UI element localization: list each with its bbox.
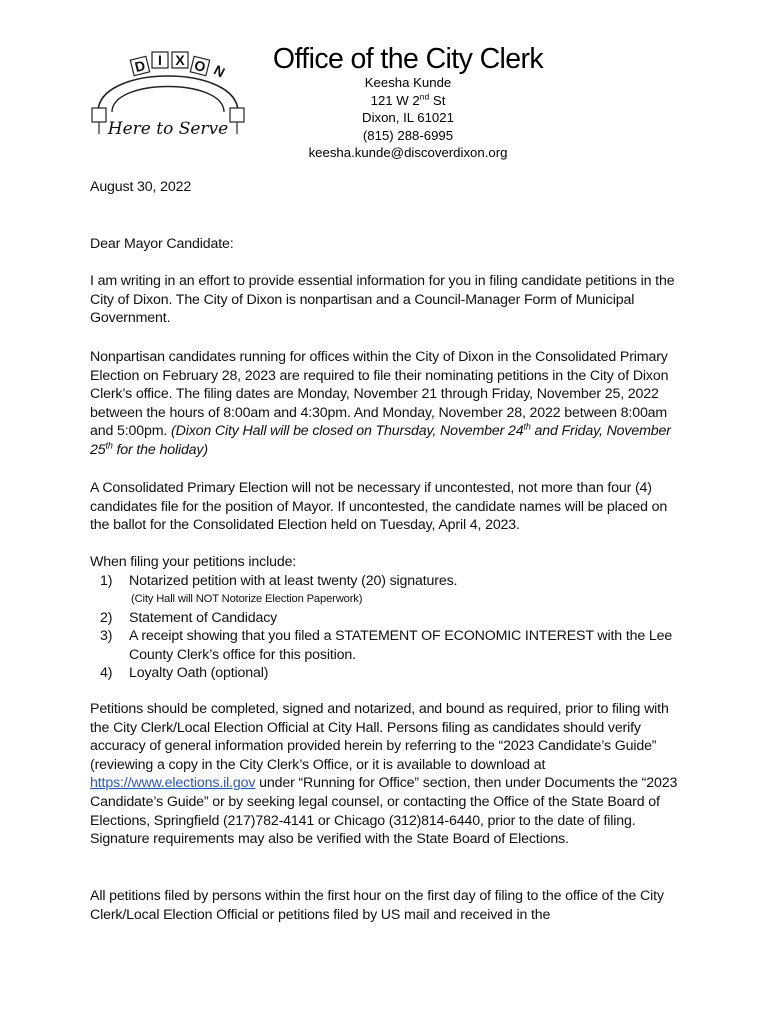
phone-number: (815) 288-6995 [362, 127, 454, 143]
paragraph-1: I am writing in an effort to provide essential information for you in filing candidate petitions in the City of Dixon. The City of Dixon is nonpartisan and a Council-Manager Form of Municipal Government. [90, 273, 675, 327]
paragraph-3: A Consolidated Primary Election will not be necessary if uncontested, not more than four (4) candidates file for the position of Mayor. If uncontested, the candidate names will be placed on the ballot for the Consolidated Election held on Tuesday, April 4, 2023. [90, 480, 668, 534]
svg-text:X: X [175, 52, 185, 68]
paragraph-2: Nonpartisan candidates running for offices within the City of Dixon in the Consolidated Primary Election on February 28, 2023 are required to file their nominating petitions in the City of Dixon Clerk’s office. The filing dates are Monday, November 21 through Friday, November 25, 2022 between the hours of 8:00am and 4:30pm. And Monday, November 28, 2022 between 8:00am and 5:00pm. (Dixon City Hall will be closed on Thursday, November 24th and Friday, November 25th for the holiday) [90, 349, 671, 458]
svg-text:I: I [158, 52, 162, 68]
paragraph-5: All petitions filed by persons within the first hour on the first day of filing to the office of the City Clerk/Local Election Official or petitions filed by US mail and received in the [90, 888, 664, 923]
elections-link[interactable]: https://www.elections.il.gov [90, 775, 256, 792]
list-item: 3) A receipt showing that you filed a STATEMENT OF ECONOMIC INTEREST with the Lee County Clerk’s office for this position. [100, 628, 673, 663]
paragraph-4: Petitions should be completed, signed and notarized, and bound as required, prior to filing with the City Clerk/Local Election Official at City Hall. Persons filing as candidates should verify accuracy of general information provided herein by referring to the “2023 Candidate’s Guide” (reviewing a copy in the City Clerk’s Office, or it is available to download at https://www.elections.il.gov under “Running for Office” section, then under Documents the “2023 Candidate’s Guide” or by seeking legal counsel, or contacting the Office of the State Board of Elections, Springfield (217)782-4141 or Chicago (312)814-6440, prior to the date of filing. Signature requirements may also be verified with the State Board of Elections. [90, 701, 678, 848]
svg-text:Here to Serve: Here to Serve [107, 119, 229, 139]
city-line: Dixon, IL 61021 [362, 110, 454, 126]
list-item: 2) Statement of Candidacy [100, 609, 278, 626]
dixon-logo [84, 42, 252, 142]
svg-text:D: D [133, 57, 147, 75]
list-item: 4) Loyalty Oath (optional) [100, 665, 269, 682]
letter-date: August 30, 2022 [90, 179, 192, 195]
list-item: 1) Notarized petition with at least twenty (20) signatures. [100, 573, 458, 589]
svg-text:N: N [211, 61, 228, 81]
email-address: keesha.kunde@discoverdixon.org [308, 145, 508, 161]
list-intro: When filing your petitions include: [90, 554, 297, 570]
address-line: 121 W 2nd St [370, 91, 446, 108]
office-title: Office of the City Clerk [272, 43, 544, 75]
salutation: Dear Mayor Candidate: [90, 236, 234, 252]
list-item-note: (City Hall will NOT Notorize Election Paperwork) [131, 592, 363, 605]
svg-text:O: O [192, 56, 208, 76]
contact-block [268, 74, 548, 162]
clerk-name: Keesha Kunde [364, 75, 452, 90]
requirements-list [90, 572, 690, 683]
